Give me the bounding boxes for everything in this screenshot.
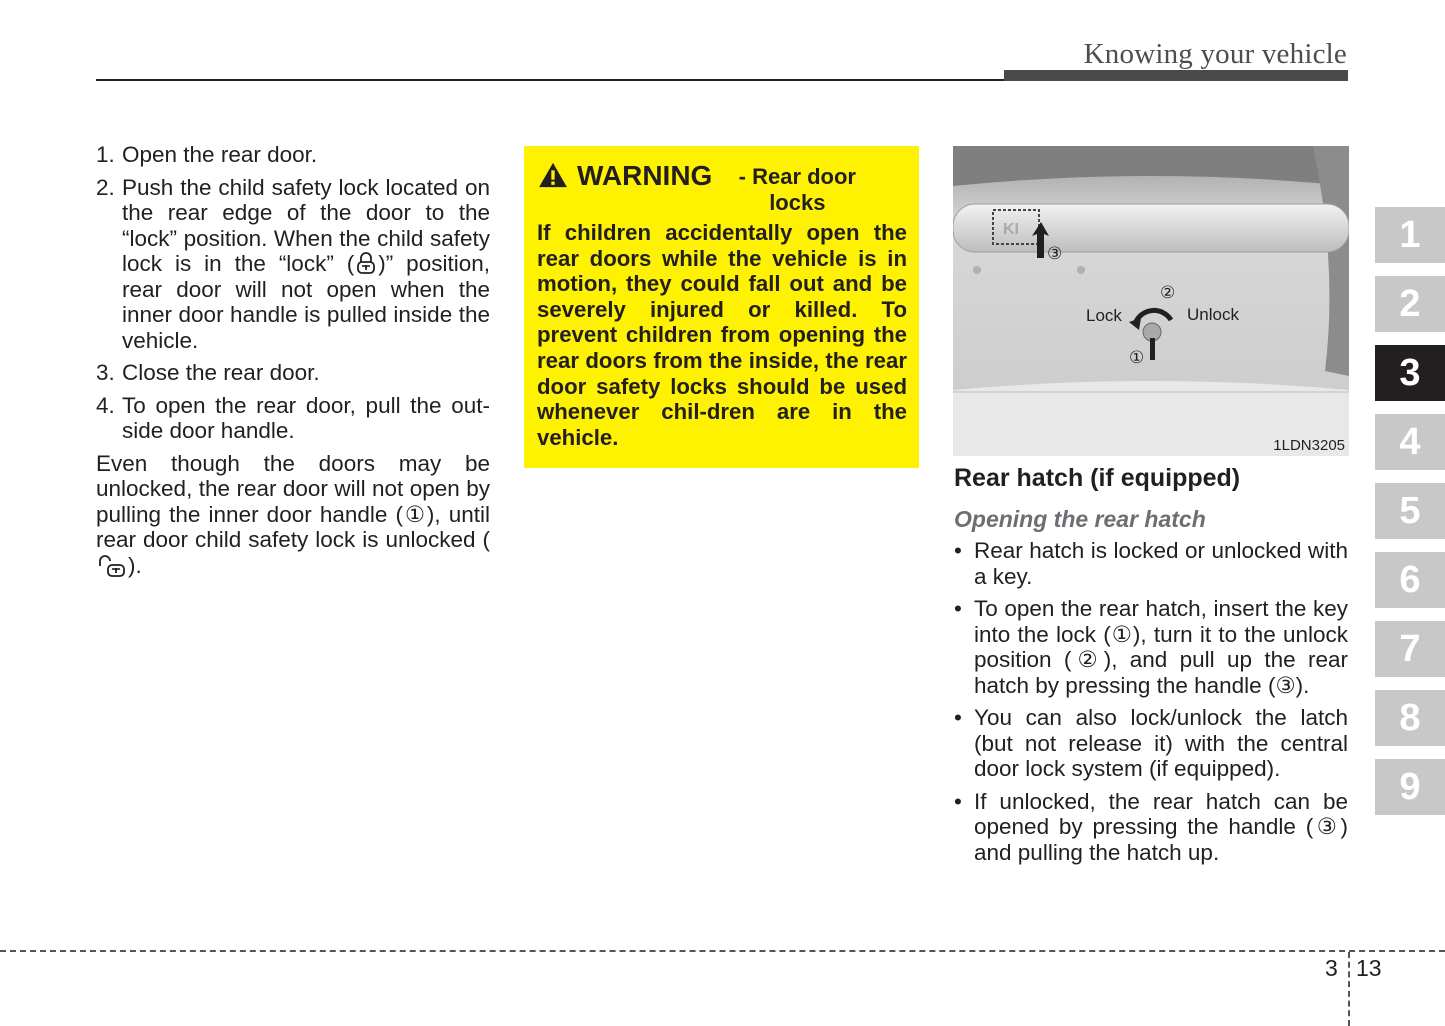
rear-hatch-photo <box>953 146 1349 456</box>
page-number: 13 <box>1356 955 1382 981</box>
callout-3: ③ <box>1047 244 1063 263</box>
callout-2: ② <box>1160 283 1176 302</box>
step-number: 3. <box>96 360 115 385</box>
step-text: Close the rear door. <box>122 360 320 385</box>
header-rule <box>96 79 1006 81</box>
note-paragraph <box>96 451 490 579</box>
warning-box <box>524 146 919 468</box>
step-text: Open the rear door. <box>122 142 318 167</box>
step-text-part: )” position, rear door will not open when the inner door handle is pulled inside the vehicle. <box>122 251 490 353</box>
bullet-item <box>954 538 1348 589</box>
chapter-tab-9[interactable]: 9 <box>1375 759 1445 815</box>
bullet-text: If unlocked, the rear hatch can be opened by pressing the handle (③) and pulling the hatch up. <box>974 788 1348 865</box>
bullet-item <box>954 789 1348 866</box>
step-1 <box>96 142 490 168</box>
bullet-symbol: • <box>954 788 962 814</box>
bullet-symbol: • <box>954 538 962 563</box>
footer-divider <box>0 950 1445 952</box>
padlock-unlocked-icon <box>97 555 127 577</box>
unlock-label: Unlock <box>1187 305 1239 324</box>
bullet-item <box>954 705 1348 782</box>
warning-header <box>537 160 907 216</box>
chapter-tab-3[interactable]: 3 <box>1375 345 1445 401</box>
right-column <box>954 461 1348 872</box>
chapter-tab-6[interactable]: 6 <box>1375 552 1445 608</box>
bullet-item <box>954 596 1348 698</box>
page-chapter-number: 3 <box>1325 955 1338 981</box>
bullet-symbol: • <box>954 705 962 730</box>
figure-code: 1LDN3205 <box>1273 437 1345 454</box>
step-3 <box>96 360 490 386</box>
warning-triangle-icon <box>537 162 569 188</box>
svg-text:KI: KI <box>1003 221 1019 238</box>
note-text-part: Even though the doors may be unlocked, the rear door will not open by pulling the inner door handle (①), until rear door child safety lock is unlocked ( <box>96 450 490 552</box>
warning-word: WARNING <box>577 160 713 191</box>
note-text-part: ). <box>128 552 142 578</box>
step-number: 2. <box>96 174 115 200</box>
rear-hatch-illustration <box>953 146 1349 456</box>
callout-1: ① <box>1129 348 1145 367</box>
footer-page-divider <box>1348 952 1350 1026</box>
section-title: Rear hatch (if equipped) <box>954 464 1241 492</box>
step-number: 4. <box>96 392 115 418</box>
header-title: Knowing your vehicle <box>1083 38 1347 70</box>
chapter-tab-4[interactable]: 4 <box>1375 414 1445 470</box>
bullet-list <box>954 538 1348 865</box>
header-bar <box>1004 70 1348 81</box>
padlock-locked-icon <box>356 252 376 274</box>
bullet-text: To open the rear hatch, insert the key into the lock (①), turn it to the unlock position (②), and pull up the rear hatch by pressing the handle (③). <box>974 596 1348 698</box>
step-number: 1. <box>96 142 115 167</box>
step-4 <box>96 393 490 444</box>
chapter-tab-2[interactable]: 2 <box>1375 276 1445 332</box>
left-column <box>96 142 490 578</box>
warning-subtitle: - Rear door locks <box>738 164 856 215</box>
lock-label: Lock <box>1086 306 1122 325</box>
step-2 <box>96 175 490 354</box>
step-text: To open the rear door, pull the out-side door handle. <box>122 392 490 443</box>
chapter-tab-5[interactable]: 5 <box>1375 483 1445 539</box>
chapter-tab-1[interactable]: 1 <box>1375 207 1445 263</box>
chapter-tab-7[interactable]: 7 <box>1375 621 1445 677</box>
step-text-part: Push the child safety lock located on the rear edge of the door to the “lock” position. When the child safety lock is in the “lock” ( <box>122 174 490 276</box>
bullet-symbol: • <box>954 596 962 621</box>
chapter-tab-8[interactable]: 8 <box>1375 690 1445 746</box>
step-text <box>122 175 490 354</box>
bullet-text: Rear hatch is locked or unlocked with a key. <box>974 538 1348 589</box>
warning-body: If children accidentally open the rear doors while the vehicle is in motion, they could fall out and be severely injured or killed. To prevent children from opening the rear doors from the inside, the rear door safety locks should be used whenever chil-dren are in the vehicle. <box>537 220 907 450</box>
section-subtitle: Opening the rear hatch <box>954 506 1206 532</box>
bullet-text: You can also lock/unlock the latch (but not release it) with the central door lock system (if equipped). <box>974 705 1348 781</box>
